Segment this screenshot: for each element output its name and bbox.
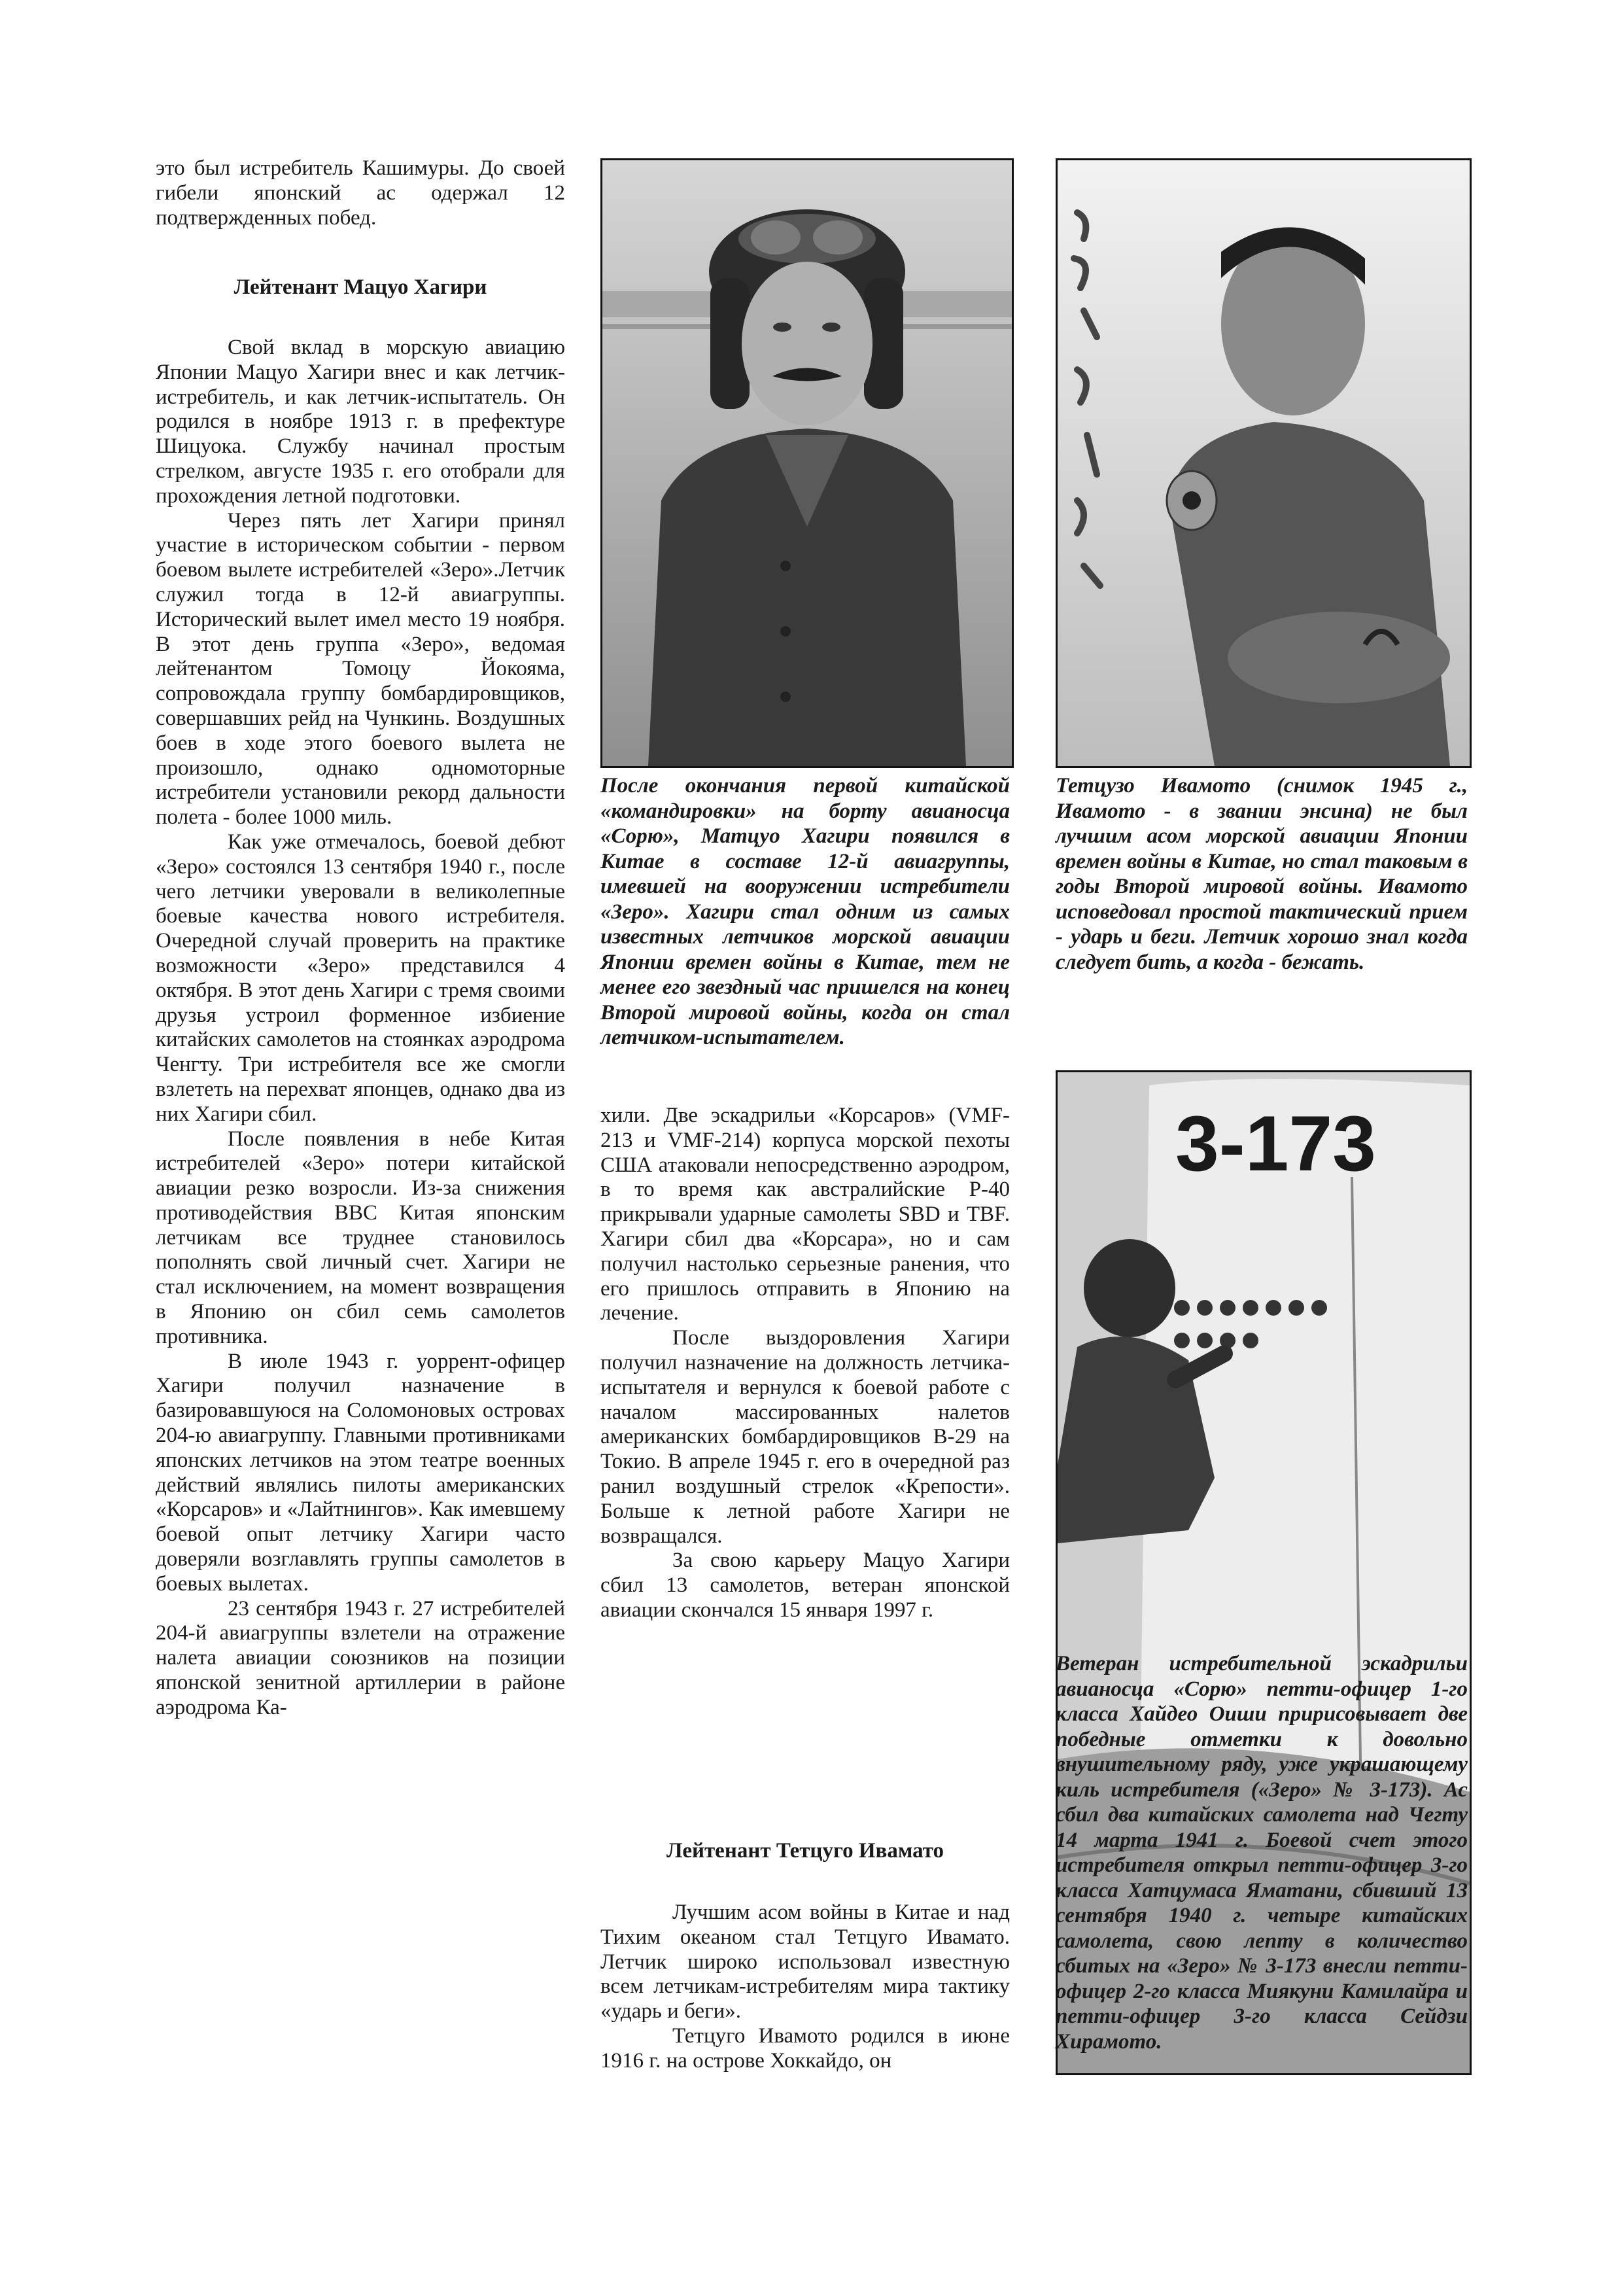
body-paragraph: За свою карьеру Мацуо Хагири сбил 13 самолетов, ветеран японской авиации скончался 15 января 1997 г. (600, 1549, 1010, 1622)
photo-hagiri-illustration (602, 160, 1012, 766)
body-paragraph: Как уже отмечалось, боевой дебют «Зеро» состоялся 13 сентября 1940 г., после чего летчики уверовали в великолепные боевые качества нового истребителя. Очередной случай проверить на практике возможности «Зеро» представился 4 октября. В этот день Хагири с тремя своими друзья устроил форменное избиение китайских самолетов на стоянках аэродрома Ченгту. Три истребителя все же смогли взлететь на перехват японцев, однако два из них Хагири сбил. (156, 830, 565, 1126)
section-heading-iwamoto: Лейтенант Тетцуго Ивамато (666, 1839, 944, 1863)
middle-column-body (600, 1104, 1010, 1623)
left-column-intro (156, 156, 565, 230)
caption-text: Тетцузо Ивамото (снимок 1945 г., Ивамото - в звании энсина) не был лучшим асом морской авиации Японии времен войны в Китае, но стал таковым в годы Второй мировой войны. Ивамото исповедовал простой тактический прием - ударь и беги. Летчик хорошо знал когда следует бить, а когда - бежать. (1056, 774, 1468, 974)
photo-caption-hagiri (600, 773, 1010, 1051)
photo-iwamoto-1945 (1056, 158, 1472, 768)
section-heading-hagiri: Лейтенант Мацуо Хагири (233, 275, 487, 299)
left-column-body (156, 336, 565, 1721)
body-paragraph: Свой вклад в морскую авиацию Японии Мацуо Хагири внес и как летчик-истребитель, и как летчик-испытатель. Он родился в ноябре 1913 г. в префектуре Шицуока. Службу начинал простым стрелком, августе 1935 г. его отобрали для прохождения летной подготовки. (156, 336, 565, 508)
body-paragraph: В июле 1943 г. уоррент-офицер Хагири получил назначение в базировавшуюся на Соломоновых островах 204-ю авиагруппу. Главными противниками японских летчиков на этом театре военных действий являлись пилоты американских «Корсаров» и «Лайтнингов». Как имевшему боевой опыт летчику Хагири часто доверяли возглавлять группы самолетов в боевых вылетах. (156, 1349, 565, 1596)
photo-caption-iwamoto (1056, 773, 1468, 975)
body-paragraph: Лучшим асом войны в Китае и над Тихим океаном стал Тетцуго Ивамато. Летчик широко использовал известную всем летчикам-истребителям мира тактику «ударь и беги». (600, 1901, 1010, 2023)
caption-text: После окончания первой китайской «командировки» на борту авианосца «Сорю», Матцуо Хагири появился в Китае в составе 12-й авиагруппы, имевшей на вооружении истребители «Зеро». Хагири стал одним из самых известных летчиков морской авиации Японии времен войны в Китае, тем не менее его звездный час пришелся на конец Второй мировой войны, когда он стал летчиком-испытателем. (600, 774, 1010, 1049)
body-paragraph: После выздоровления Хагири получил назначение на должность летчика-испытателя и вернулся к боевой работе с началом массированных налетов американских бомбардировщиков В-29 на Токио. В апреле 1945 г. его в очередной раз ранил воздушный стрелок «Крепости». Больше к летной работе Хагири не возвращался. (600, 1326, 1010, 1548)
body-paragraph: После появления в небе Китая истребителей «Зеро» потери китайской авиации резко возросли. Из-за снижения противодействия ВВС Китая японским летчикам все труднее становилось пополнять свой личный счет. Хагири не стал исключением, на момент возвращения в Японию он сбил семь самолетов противника. (156, 1127, 565, 1348)
photo-iwamoto-illustration (1058, 160, 1470, 766)
intro-paragraph: это был истребитель Кашимуры. До своей гибели японский ас одержал 12 подтвержденных побед. (156, 156, 565, 230)
body-paragraph: Через пять лет Хагири принял участие в историческом событии - первом боевом вылете истребителей «Зеро».Летчик служил тогда в 12-й авиагруппы. Исторический вылет имел место 19 ноября. В этот день группа «Зеро», ведомая лейтенантом Томоцу Йокояма, сопровождала группу бомбардировщиков, совершавших рейд на Чункинь. Воздушных боев в ходе этого боевого вылета не произошло, однако одномоторные истребители установили рекорд дальности полета - более 1000 миль. (156, 508, 565, 830)
photo-caption-zero-tail (1056, 1651, 1468, 2054)
body-paragraph: Тетцуго Ивамото родился в июне 1916 г. на острове Хоккайдо, он (600, 2023, 1010, 2073)
middle-column-body-2 (600, 1901, 1010, 2074)
body-paragraph: хили. Две эскадрильи «Корсаров» (VMF-213 и VMF-214) корпуса морской пехоты США атаковали непосредственно аэродром, в то время как австралийские Р-40 прикрывали ударные самолеты SBD и TBF. Хагири сбил два «Корсара», но и сам получил настолько серьезные ранения, что его пришлось отправить в Японию на лечение. (600, 1104, 1010, 1325)
caption-text: Ветеран истребительной эскадрильи авианосца «Сорю» петти-офицер 1-го класса Хайдео Оиши пририсовывает две победные отметки к довольно внушительному ряду, уже украшающему киль истребителя («Зеро» № 3-173). Ас сбил два китайских самолета над Чегту 14 марта 1941 г. Боевой счет этого истребителя открыл петти-офицер 3-го класса Хатцумаса Яматани, сбивший 13 сентября 1940 г. четыре китайских самолета, свою лепту в количество сбитых на «Зеро» № 3-173 внесли петти-офицер 2-го класса Миякуни Камилайра и петти-офицер 3-го класса Сейдзи Хирамото. (1056, 1652, 1468, 2054)
photo-hagiri-portrait (600, 158, 1014, 768)
tail-number: 3-173 (1175, 1100, 1376, 1187)
body-paragraph: 23 сентября 1943 г. 27 истребителей 204-й авиагруппы взлетели на отражение налета авиации союзников на позиции японской зенитной артиллерии в районе аэродрома Ка- (156, 1596, 565, 1719)
